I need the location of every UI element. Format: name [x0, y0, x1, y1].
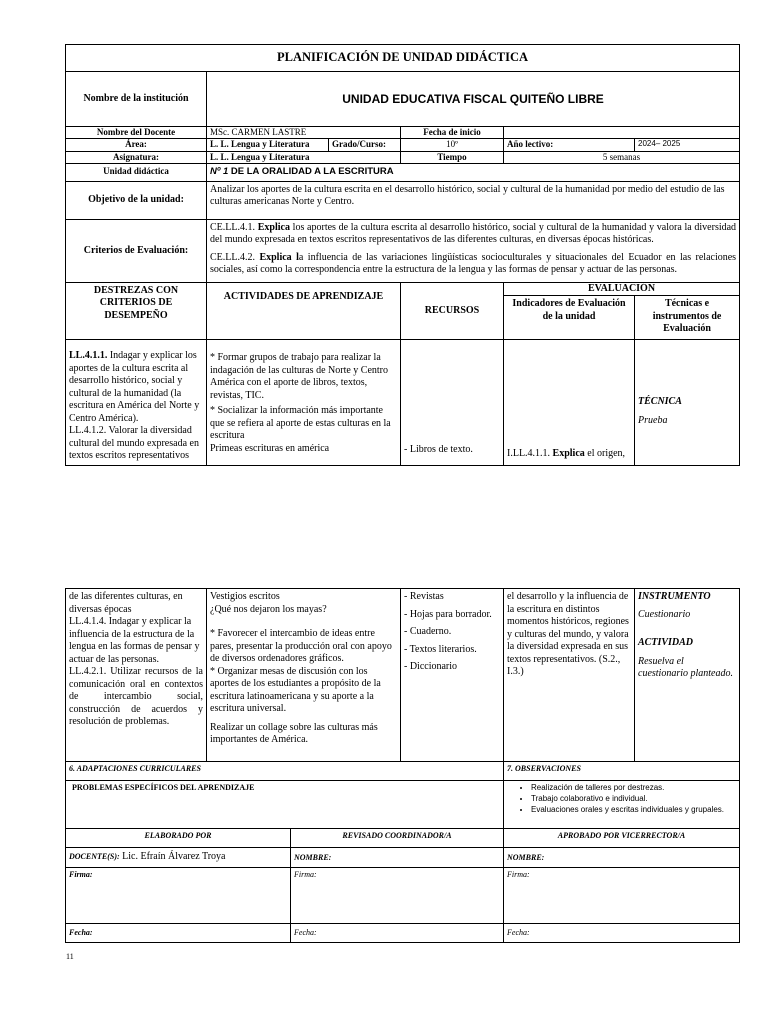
prepared-by-header: ELABORADO POR: [66, 829, 291, 848]
coordinator-date-label: Fecha:: [291, 924, 504, 943]
techniques-cell: TÉCNICA Prueba: [635, 340, 740, 466]
approved-by-header: APROBADO POR VICERRECTOR/A: [504, 829, 740, 848]
objective-text: Analizar los aportes de la cultura escrita en el desarrollo histórico, social y cultural de la humanidad por medio del estudio de las culturas americanas Norte y Centro.: [207, 181, 740, 219]
planning-table-page2: [65, 588, 740, 943]
unit-title: Nº 1 DE LA ORALIDAD A LA ESCRITURA: [207, 163, 740, 181]
time-label: Tiempo: [401, 151, 504, 163]
teacher-signatory: DOCENTE(S): Lic. Efraín Álvarez Troya: [66, 848, 291, 868]
observation-item: • Trabajo colaborativo e individual.: [531, 794, 736, 805]
subject-label: Asignatura:: [66, 151, 207, 163]
observations-list: [504, 781, 740, 829]
learning-problems-label: PROBLEMAS ESPECÍFICOS DEL APRENDIZAJE: [66, 781, 504, 829]
unit-label: Unidad didáctica: [66, 163, 207, 181]
criterion-2: CE.LL.4.2. Explica la influencia de las variaciones lingüísticas socioculturales y situacionales del Ecuador en las relaciones sociales, así como la correspondencia entre la estructura de la lengua y las formas de pensar y actuar de las personas.: [210, 251, 737, 276]
start-date-label: Fecha de inicio: [401, 127, 504, 139]
grade-value: 10º: [401, 139, 504, 151]
teacher-label: Nombre del Docente: [66, 127, 207, 139]
start-date-value: [504, 127, 740, 139]
header-resources: RECURSOS: [401, 282, 504, 340]
header-skills: DESTREZAS CON CRITERIOS DE DESEMPEÑO: [66, 282, 207, 340]
school-year-value: 2024– 2025: [635, 139, 740, 151]
time-value: 5 semanas: [504, 151, 740, 163]
institution-label: Nombre de la institución: [66, 72, 207, 127]
area-value: L. L. Lengua y Literatura: [207, 139, 329, 151]
grade-label: Grado/Curso:: [329, 139, 401, 151]
indicators-cell-cont: el desarrollo y la influencia de la escritura en distintos momentos históricos, regiones y culturas del mundo, y valora la diversidad expresada en sus textos representativos. (S.2., I.3.): [504, 589, 635, 762]
document-title: PLANIFICACIÓN DE UNIDAD DIDÁCTICA: [66, 45, 740, 72]
header-activities: ACTIVIDADES DE APRENDIZAJE: [207, 282, 401, 340]
indicators-cell: I.LL.4.1.1. Explica el origen,: [504, 340, 635, 466]
vicerrector-name-label: NOMBRE:: [504, 848, 740, 868]
observation-item: • Realización de talleres por destrezas.: [531, 783, 736, 794]
skills-cell: LL.4.1.1. Indagar y explicar los aportes de la cultura escrita al desarrollo histórico, social y cultural de la humanidad (la escritura en América del Norte y Centro América). LL.4.1.2. Valorar la diversidad cultural del mundo expresada en textos escritos representativos: [66, 340, 207, 466]
criteria-text: [207, 219, 740, 282]
criterion-1: CE.LL.4.1. Explica los aportes de la cultura escrita al desarrollo histórico, social y cultural de la humanidad y valora la diversidad del mundo expresada en textos escritos representativos de las diferentes culturas, en diversas épocas históricas.: [210, 221, 737, 246]
teacher-date-label: Fecha:: [66, 924, 291, 943]
subject-value: L. L. Lengua y Literatura: [207, 151, 401, 163]
observation-item: • Evaluaciones orales y escritas individuales y grupales.: [531, 805, 736, 816]
criteria-label: Criterios de Evaluación:: [66, 219, 207, 282]
coordinator-signature-label: Firma:: [291, 868, 504, 924]
header-techniques: Técnicas e instrumentos de Evaluación: [635, 296, 740, 340]
header-evaluation: EVALUACIÓN: [504, 282, 740, 296]
teacher-name: MSc. CARMEN LASTRE: [207, 127, 401, 139]
header-indicators: Indicadores de Evaluación de la unidad: [504, 296, 635, 340]
activities-cell-cont: Vestigios escritos ¿Qué nos dejaron los mayas? * Favorecer el intercambio de ideas entre pares, presentar la producción oral con apoyo de diversos ordenadores gráficos. * Organizar mesas de discusión con los aportes de los estudiantes a propósito de la escritura latinoamericana y su aporte a la escritura universal. Realizar un collage sobre las culturas más importantes de América.: [207, 589, 401, 762]
page-marker: 11: [66, 952, 74, 961]
area-label: Área:: [66, 139, 207, 151]
resources-cell: - Libros de texto.: [401, 340, 504, 466]
adaptations-label: 6. ADAPTACIONES CURRICULARES: [66, 762, 504, 781]
institution-name: UNIDAD EDUCATIVA FISCAL QUITEÑO LIBRE: [207, 72, 740, 127]
reviewed-by-header: REVISADO COORDINADOR/A: [291, 829, 504, 848]
vicerrector-date-label: Fecha:: [504, 924, 740, 943]
activities-cell: * Formar grupos de trabajo para realizar la indagación de las culturas de Norte y Centro América con el aporte de libros, textos, revistas, TIC. * Socializar la información más importante que se refiera al aporte de estas culturas en la escritura Primeas escrituras en américa: [207, 340, 401, 466]
objective-label: Objetivo de la unidad:: [66, 181, 207, 219]
teacher-signature-label: Firma:: [66, 868, 291, 924]
skills-cell-cont: de las diferentes culturas, en diversas épocas LL.4.1.4. Indagar y explicar la influencia de la estructura de la lengua en las formas de pensar y actuar de las personas. LL.4.2.1. Utilizar recursos de la comunicación oral en contextos de intercambio social, construcción de acuerdos y resolución de problemas.: [66, 589, 207, 762]
vicerrector-signature-label: Firma:: [504, 868, 740, 924]
planning-table-page1: [65, 44, 740, 466]
coordinator-name-label: NOMBRE:: [291, 848, 504, 868]
resources-cell-cont: - Revistas - Hojas para borrador. - Cuaderno. - Textos literarios. - Diccionario: [401, 589, 504, 762]
observations-label: 7. OBSERVACIONES: [504, 762, 740, 781]
instruments-cell: INSTRUMENTO Cuestionario ACTIVIDAD Resuelva el cuestionario planteado.: [635, 589, 740, 762]
school-year-label: Año lectivo:: [504, 139, 635, 151]
